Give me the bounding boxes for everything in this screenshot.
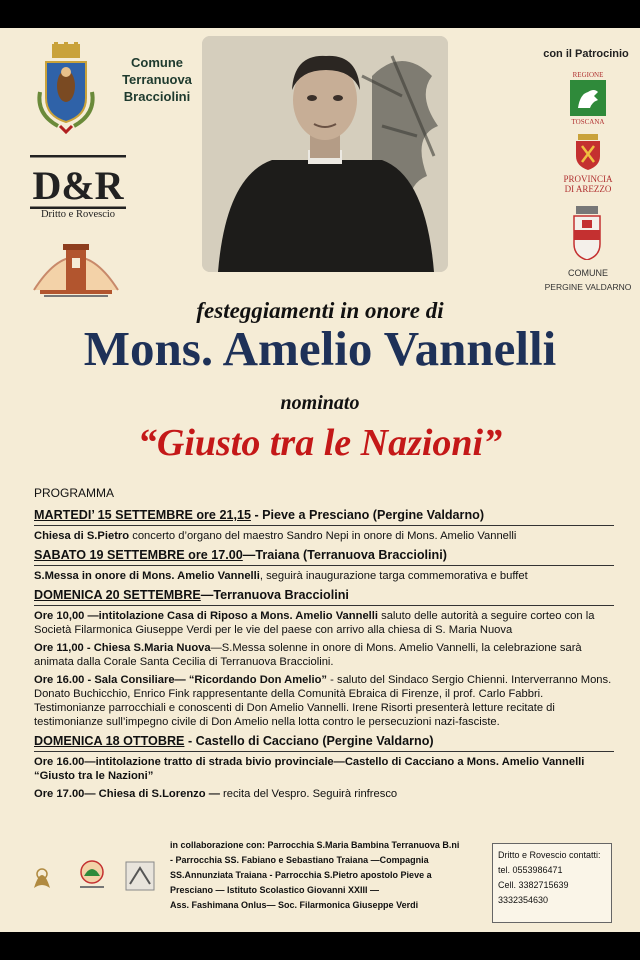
item-text: - saluto del Sindaco Sergio Chienni. Interverranno Mons. Donato Buchicchio, Enrico Fink rappresentante della Comunità Ebraica di Firenze, il prof. Carlo Fabbri. Testimonianze parrocchiali e conoscenti di Don Amelio Vannelli. Irene Risorti presenterà letture recitate di testimonianze sull’impegno civile di Don Amelio nella lotta contro le persecuzioni nazi-fasciste. [34, 674, 612, 728]
portrait-photo-image [202, 36, 448, 272]
section-place: - Pieve a Presciano (Pergine Valdarno) [250, 508, 485, 522]
associazione-logo-icon [80, 861, 104, 888]
section-date: SABATO 19 SETTEMBRE ore 17.00 [34, 548, 243, 562]
collaboration-credits [170, 838, 482, 913]
section-heading [34, 507, 614, 526]
item-bold: Ore 17.00— Chiesa di S.Lorenzo — [34, 788, 220, 800]
program-item [34, 755, 614, 783]
item-text: recita del Vespro. Seguirà rinfresco [219, 788, 398, 800]
dritto-rovescio-logo [30, 155, 126, 209]
collab-line: - Parrocchia SS. Fabiano e Sebastiano Traiana —Compagnia [170, 855, 429, 865]
section-heading [34, 733, 614, 752]
item-text: , seguirà inaugurazione targa commemorativa e buffet [259, 570, 528, 582]
honoree-name: Mons. Amelio Vannelli [83, 321, 557, 376]
provincia-arezzo-logo [574, 134, 602, 170]
section-date: MARTEDI’ 15 SETTEMBRE ore 21,15 [34, 508, 251, 522]
section-heading [34, 587, 614, 606]
scuola-logo-icon [126, 862, 154, 890]
section-place: - Castello di Cacciano (Pergine Valdarno) [184, 734, 434, 748]
item-text: saluto delle autorità a seguire corteo con la Società Filarmonica Giuseppe Verdi per le vie del paese con arrivo alla chiesa di S. Maria Nuova [34, 610, 595, 636]
provincia-name [548, 174, 628, 194]
comune-crest-icon [32, 42, 100, 134]
program-item [34, 673, 614, 729]
collab-line: in collaborazione con: Parrocchia S.Maria Bambina Terranuova B.ni [170, 840, 460, 850]
section-date: DOMENICA 20 SETTEMBRE [34, 588, 201, 602]
item-bold: Ore 16.00 - Sala Consiliare— “Ricordando Don Amelio” [34, 674, 328, 686]
partner-logos [28, 854, 158, 898]
programma-section [34, 547, 614, 583]
comune-line: Comune [131, 55, 183, 70]
programma-section [34, 733, 614, 801]
programma-label: PROGRAMMA [34, 486, 115, 500]
dr-caption: Dritto e Rovescio [40, 209, 116, 220]
portrait-photo [202, 36, 448, 272]
collab-line: SS.Annunziata Traiana - Parrocchia S.Pietro apostolo Pieve a [170, 870, 432, 880]
festeggiamenti-heading: festeggiamenti in onore di [196, 298, 444, 323]
comune-line: Bracciolini [123, 89, 191, 104]
item-bold: Chiesa di S.Pietro [34, 530, 130, 542]
contact-box [492, 843, 612, 923]
section-heading [34, 547, 614, 566]
honor-title: “Giusto tra le Nazioni” [137, 422, 503, 464]
item-bold: Ore 11,00 - Chiesa S.Maria Nuova [34, 642, 211, 654]
item-text: concerto d’organo del maestro Sandro Nepi in onore di Mons. Amelio Vannelli [129, 530, 517, 542]
provincia-line: DI AREZZO [564, 184, 612, 194]
program-item [34, 529, 614, 543]
contact-mobile: Cell. 3382715639 [498, 880, 569, 890]
programma-section [34, 507, 614, 543]
contact-phone: tel. 0553986471 [498, 865, 563, 875]
dr-logo-text: D&R [32, 163, 124, 208]
regione-toscana-logo [570, 80, 606, 116]
patrocinio-label: con il Patrocinio [543, 48, 629, 60]
programma-section [34, 587, 614, 729]
item-bold: Ore 16.00—intitolazione tratto di strada bivio provinciale—Castello di Cacciano a Mons. Amelio Vannelli “Giusto tra le Nazioni” [34, 756, 585, 782]
program-item [34, 569, 614, 583]
pergine-comune-label: COMUNE [568, 268, 608, 278]
provincia-line: PROVINCIA [563, 174, 613, 184]
compagnia-logo-icon [34, 869, 50, 888]
section-place: —Traiana (Terranuova Bracciolini) [242, 548, 447, 562]
comune-name [108, 54, 206, 105]
contact-mobile: 3332354630 [498, 895, 549, 905]
contact-title: Dritto e Rovescio contatti: [498, 850, 601, 860]
pergine-name: PERGINE VALDARNO [544, 282, 632, 292]
regione-label: REGIONE [572, 71, 604, 79]
regione-name: TOSCANA [571, 118, 605, 126]
nominato-label: nominato [280, 392, 360, 414]
programma-list [34, 504, 614, 805]
proloco-tower-logo [30, 234, 122, 300]
item-bold: Ore 10,00 —intitolazione Casa di Riposo a Mons. Amelio Vannelli [34, 610, 378, 622]
section-date: DOMENICA 18 OTTOBRE [34, 734, 185, 748]
comune-line: Terranuova [122, 72, 192, 87]
program-item [34, 641, 614, 669]
program-item [34, 609, 614, 637]
item-text: —S.Messa solenne in onore di Mons. Amelio Vannelli, la celebrazione sarà animata dalla Corale Santa Cecilia di Terranuova Bracciolini. [34, 642, 582, 668]
collab-line: Presciano — Istituto Scolastico Giovanni XXIII — [170, 885, 380, 895]
collab-line: Ass. Fashimana Onlus— Soc. Filarmonica Giuseppe Verdi [170, 900, 419, 910]
section-place: —Terranuova Bracciolini [200, 588, 349, 602]
program-item [34, 787, 614, 801]
poster [0, 28, 640, 932]
item-bold: S.Messa in onore di Mons. Amelio Vannelli [34, 570, 260, 582]
comune-pergine-crest-icon [572, 206, 602, 260]
